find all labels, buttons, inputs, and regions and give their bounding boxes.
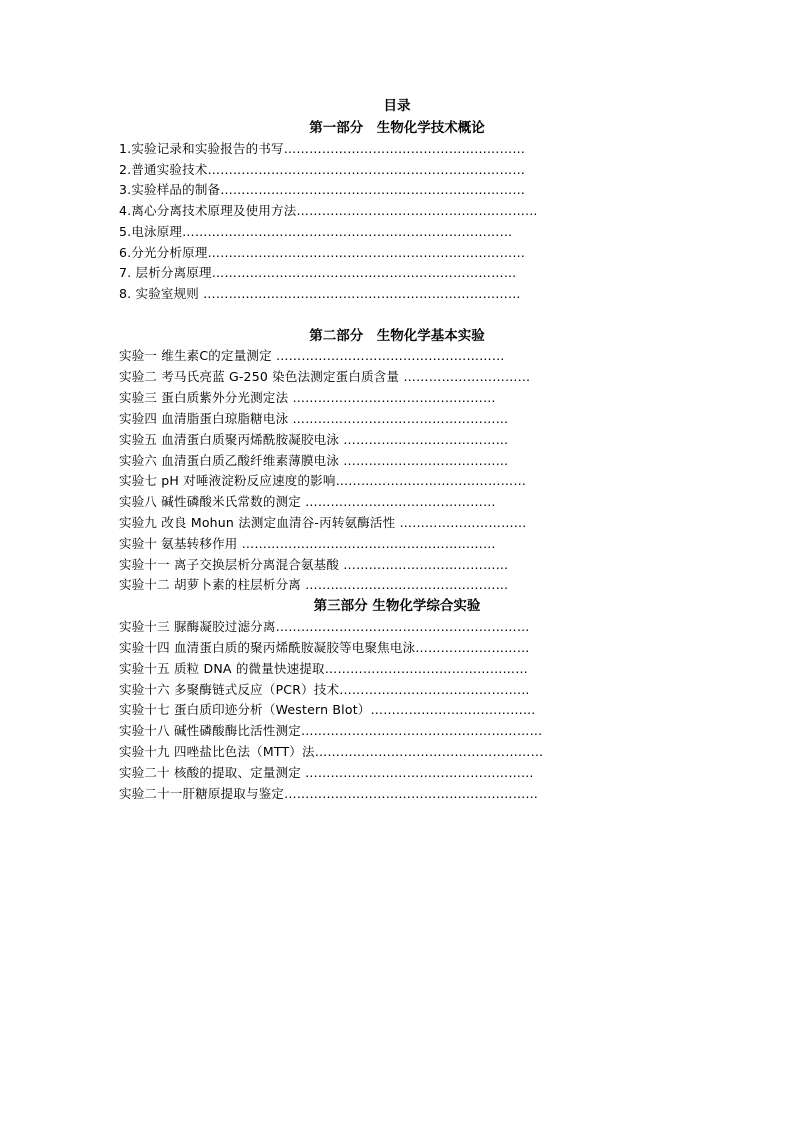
toc-entry: 4.离心分离技术原理及使用方法…………………………………………………: [119, 203, 538, 218]
toc-entry: 6.分光分析原理…………………………………………………………………: [119, 245, 526, 260]
toc-entry: 实验二十一肝糖原提取与鉴定……………………………………………………: [119, 786, 539, 801]
toc-entry: 实验十五 质粒 DNA 的微量快速提取…………………………………………: [119, 661, 528, 676]
part-1-heading: 第一部分 生物化学技术概论: [309, 120, 485, 136]
toc-entry: 7. 层析分离原理………………………………………………………………: [119, 265, 517, 280]
toc-entry: 实验十二 胡萝卜素的柱层析分离 …………………………………………: [119, 577, 509, 592]
toc-entry: 实验二十 核酸的提取、定量测定 ………………………………………………: [119, 765, 534, 780]
toc-entry: 8. 实验室规则 …………………………………………………………………: [119, 286, 521, 301]
toc-entry: 实验七 pH 对唾液淀粉反应速度的影响………………………………………: [119, 473, 527, 488]
part-2-heading: 第二部分 生物化学基本实验: [309, 328, 485, 344]
toc-entry: 实验十 氨基转移作用 ……………………………………………………: [119, 536, 496, 551]
toc-entry: 实验十六 多聚酶链式反应（PCR）技术………………………………………: [119, 682, 530, 697]
toc-entry: 实验二 考马氏亮蓝 G-250 染色法测定蛋白质含量 …………………………: [119, 369, 531, 384]
toc-entry: 实验十四 血清蛋白质的聚丙烯酰胺凝胶等电聚焦电泳………………………: [119, 640, 530, 655]
part-3-heading: 第三部分 生物化学综合实验: [313, 598, 481, 614]
toc-entry: 3.实验样品的制备………………………………………………………………: [119, 182, 526, 197]
toc-entry: 实验十九 四唑盐比色法（MTT）法………………………………………………: [119, 744, 544, 759]
toc-entry: 实验九 改良 Mohun 法测定血清谷-丙转氨酶活性 …………………………: [119, 515, 527, 530]
toc-entry: 实验八 碱性磷酸米氏常数的测定 ………………………………………: [119, 494, 496, 509]
toc-entry: 实验一 维生素C的定量测定 ………………………………………………: [119, 348, 505, 363]
toc-entry: 1.实验记录和实验报告的书写…………………………………………………: [119, 141, 526, 156]
toc-entry: 实验十七 蛋白质印迹分析（Western Blot）…………………………………: [119, 702, 536, 717]
toc-entry: 实验三 蛋白质紫外分光测定法 …………………………………………: [119, 390, 496, 405]
toc-entry: 实验十三 脲酶凝胶过滤分离……………………………………………………: [119, 619, 530, 634]
toc-entry: 5.电泳原理……………………………………………………………………: [119, 224, 513, 239]
toc-entry: 实验十一 离子交换层析分离混合氨基酸 …………………………………: [119, 557, 509, 572]
toc-entry: 2.普通实验技术…………………………………………………………………: [119, 162, 526, 177]
toc-entry: 实验五 血清蛋白质聚丙烯酰胺凝胶电泳 …………………………………: [119, 432, 509, 447]
toc-entry: 实验十八 碱性磷酸酶比活性测定…………………………………………………: [119, 723, 543, 738]
toc-entry: 实验六 血清蛋白质乙酸纤维素薄膜电泳 …………………………………: [119, 453, 509, 468]
toc-title: 目录: [383, 98, 411, 114]
toc-entry: 实验四 血清脂蛋白琼脂糖电泳 ……………………………………………: [119, 411, 509, 426]
